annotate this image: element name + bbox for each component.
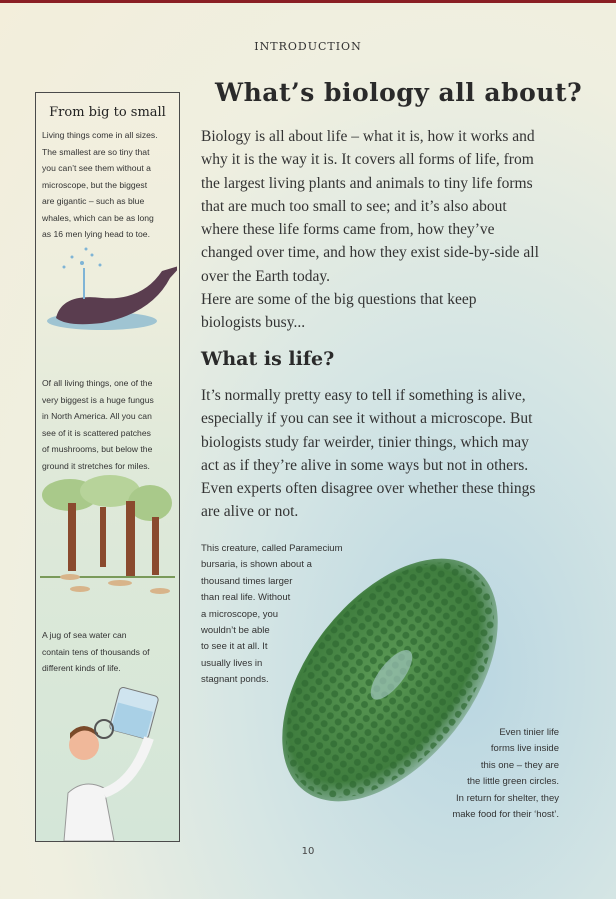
text-line: Biology is all about life – what it is, how it works and [201, 128, 535, 145]
text-line: of mushrooms, but below the [42, 444, 153, 454]
text-line: see of it is scattered patches [42, 427, 151, 438]
text-line: changed over time, and how they exist side-by-side all [201, 244, 539, 262]
text-line: are alive or not. [201, 503, 299, 521]
page-number: 10 [301, 846, 315, 857]
text-line: are gigantic – such as blue [42, 196, 145, 206]
text-line: especially if you can see it without a microscope. But [201, 410, 533, 428]
whale-illustration [42, 243, 177, 338]
text-line: thousand times larger [201, 575, 293, 587]
text-line: to see it at all. It [201, 641, 268, 653]
text-line: forms live inside [490, 743, 559, 755]
text-line: wouldn’t be able [201, 625, 270, 637]
text-line: that are much too small to see; and it’s also about [201, 197, 507, 215]
text-line: different kinds of life. [42, 663, 121, 673]
text-line: Here are some of the big questions that keep [201, 291, 477, 309]
section-heading: What is life? [201, 348, 335, 370]
text-line: bursaria, is shown about a [201, 559, 312, 571]
sidebar-para-2 [42, 375, 154, 474]
text-line: Even tinier life [499, 727, 559, 738]
text-line: over the Earth today. [201, 267, 330, 285]
text-line: as 16 men lying head to toe. [42, 229, 150, 239]
sidebar-title: From big to small [49, 105, 166, 120]
text-line: Living things come in all sizes. [42, 130, 158, 140]
text-line: in North America. All you can [42, 411, 152, 421]
text-line: you can’t see them without a [42, 163, 151, 173]
text-line: than real life. Without [201, 592, 291, 604]
sidebar-para-3 [42, 627, 150, 677]
text-line: It’s normally pretty easy to tell if something is alive, [201, 387, 526, 404]
text-line: very biggest is a huge fungus [42, 394, 154, 405]
text-line: make food for their ‘host’. [452, 809, 559, 821]
sidebar-box [35, 92, 180, 842]
text-line: This creature, called Paramecium [201, 543, 343, 554]
fungus-trees-illustration [40, 473, 175, 608]
text-line: biologists busy... [201, 314, 306, 332]
intro-text [201, 125, 539, 335]
text-line: the little green circles. [467, 776, 559, 788]
caption-tiny-life [452, 725, 559, 823]
scientist-with-jug-illustration [54, 683, 174, 841]
text-line: contain tens of thousands of [42, 646, 150, 657]
text-line: why it is the way it is. It covers all forms of life, from [201, 151, 534, 169]
text-line: In return for shelter, they [456, 792, 559, 804]
text-line: biologists study far weirder, tinier things, which may [201, 433, 529, 451]
running-head: INTRODUCTION [254, 40, 362, 53]
life-text [201, 384, 535, 524]
text-line: A jug of sea water can [42, 630, 127, 640]
sidebar-para-1 [42, 127, 158, 243]
text-line: act as if they’re alive in some ways but not in others. [201, 456, 529, 474]
text-line: the largest living plants and animals to tiny life forms [201, 174, 533, 192]
text-line: Of all living things, one of the [42, 378, 153, 388]
text-line: Even experts often disagree over whether these things [201, 480, 536, 498]
text-line: a microscope, you [201, 608, 279, 620]
text-line: The smallest are so tiny that [42, 146, 150, 157]
text-line: stagnant ponds. [201, 674, 269, 686]
text-line: this one – they are [480, 759, 559, 771]
top-border [0, 0, 616, 3]
text-line: whales, which can be as long [42, 212, 154, 223]
text-line: microscope, but the biggest [42, 179, 148, 190]
page-title: What’s biology all about? [215, 78, 583, 107]
text-line: where these life forms came from, how they’ve [201, 221, 495, 239]
caption-paramecium [201, 541, 343, 689]
text-line: usually lives in [201, 657, 263, 669]
text-line: ground it stretches for miles. [42, 460, 150, 471]
